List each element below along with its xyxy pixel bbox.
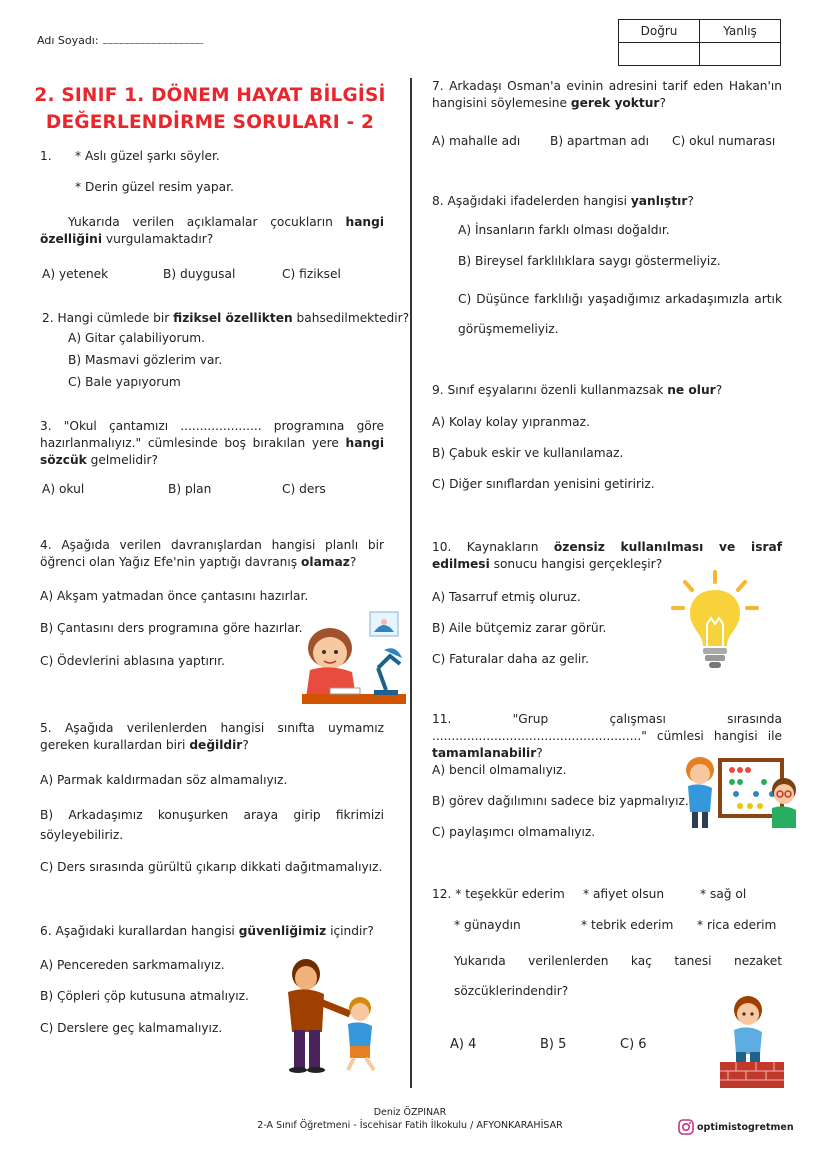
light-bulb-icon	[665, 568, 765, 672]
q3-option-b[interactable]: B) plan	[168, 482, 212, 496]
q8-option-b[interactable]: B) Bireysel farklılıklara saygı göstermeliyiz.	[458, 254, 721, 268]
q11-option-b[interactable]: B) görev dağılımını sadece biz yapmalıyız.	[432, 794, 689, 808]
q1-item2: * Derin güzel resim yapar.	[75, 180, 234, 194]
q6-option-b[interactable]: B) Çöpleri çöp kutusuna atmalıyız.	[40, 989, 249, 1003]
q1-option-b[interactable]: B) duygusal	[163, 267, 236, 281]
q2-option-c[interactable]: C) Bale yapıyorum	[68, 375, 181, 389]
score-wrong-label: Yanlış	[700, 20, 781, 43]
q4-option-b[interactable]: B) Çantasını ders programına göre hazırlar.	[40, 621, 303, 635]
q2-option-a[interactable]: A) Gitar çalabiliyorum.	[68, 331, 205, 345]
q7-question: 7. Arkadaşı Osman'a evinin adresini tarif eden Hakan'ın hangisini söylemesine gerek yoktur?	[432, 79, 782, 110]
q2-option-b[interactable]: B) Masmavi gözlerim var.	[68, 353, 223, 367]
q11-option-a[interactable]: A) bencil olmamalıyız.	[432, 763, 567, 777]
footer-school: 2-A Sınıf Öğretmeni - İscehisar Fatih İlkokulu / AFYONKARAHİSAR	[257, 1120, 563, 1131]
q12-option-b[interactable]: B) 5	[540, 1037, 567, 1052]
q4-option-c[interactable]: C) Ödevlerini ablasına yaptırır.	[40, 654, 226, 668]
q12-option-c[interactable]: C) 6	[620, 1037, 647, 1052]
q10-question: 10. Kaynakların özensiz kullanılması ve israf edilmesi sonucu hangisi gerçekleşir?	[432, 540, 782, 571]
q6-question: 6. Aşağıdaki kurallardan hangisi güvenliğimiz içindir?	[40, 924, 374, 938]
q5-question: 5. Aşağıda verilenlerden hangisi sınıfta uymamız gereken kurallardan biri değildir?	[40, 721, 384, 752]
q12-words-row1-c: * sağ ol	[700, 887, 747, 901]
page-title-line2: DEĞERLENDİRME SORULARI - 2	[45, 112, 375, 133]
boy-studying-illustration	[300, 608, 408, 708]
q10-option-b[interactable]: B) Aile bütçemiz zarar görür.	[432, 621, 607, 635]
instagram-handle: optimistogretmen	[697, 1121, 794, 1133]
name-label-text: Adı Soyadı:	[37, 34, 99, 47]
father-son-illustration	[268, 952, 388, 1074]
q1-item1: * Aslı güzel şarkı söyler.	[75, 149, 220, 163]
q7-option-c[interactable]: C) okul numarası	[672, 134, 776, 148]
score-correct-label: Doğru	[619, 20, 700, 43]
q12-words-row2-c: * rica ederim	[697, 918, 777, 932]
q1-question: Yukarıda verilen açıklamalar çocukların hangi özelliğini vurgulamaktadır?	[40, 215, 384, 246]
q1-option-c[interactable]: C) fiziksel	[282, 267, 341, 281]
q11-question: 11. "Grup çalışması sırasında ......................................................" cümlesi hangisi ile tamamlanabilir?	[432, 712, 782, 760]
boy-on-wall-illustration	[712, 992, 788, 1090]
q12-question: Yukarıda verilenlerden kaç tanesi nezaket sözcüklerindendir?	[454, 954, 782, 998]
q9-option-b[interactable]: B) Çabuk eskir ve kullanılamaz.	[432, 446, 624, 460]
q5-option-b[interactable]: B) Arkadaşımız konuşurken araya girip fikrimizi söyleyebiliriz.	[40, 808, 384, 842]
q12-words-row2-b: * tebrik ederim	[581, 918, 674, 932]
name-label	[37, 32, 203, 51]
q5-option-c[interactable]: C) Ders sırasında gürültü çıkarıp dikkati dağıtmamalıyız.	[40, 860, 383, 874]
q4-option-a[interactable]: A) Akşam yatmadan önce çantasını hazırlar.	[40, 589, 309, 603]
page-title-line1: 2. SINIF 1. DÖNEM HAYAT BİLGİSİ	[34, 85, 386, 106]
q2-question: 2. Hangi cümlede bir fiziksel özellikten bahsedilmektedir?	[42, 311, 410, 325]
instagram-icon	[678, 1119, 694, 1135]
q12-words-row2-a: * günaydın	[454, 918, 521, 932]
q7-option-a[interactable]: A) mahalle adı	[432, 134, 521, 148]
q11-option-c[interactable]: C) paylaşımcı olmamalıyız.	[432, 825, 596, 839]
q7-option-b[interactable]: B) apartman adı	[550, 134, 649, 148]
page-title	[20, 82, 400, 136]
q3-option-a[interactable]: A) okul	[42, 482, 85, 496]
q8-option-a[interactable]: A) İnsanların farklı olması doğaldır.	[458, 223, 670, 237]
kids-abacus-illustration	[680, 752, 802, 834]
q9-question: 9. Sınıf eşyalarını özenli kullanmazsak ne olur?	[432, 383, 723, 397]
score-correct-cell[interactable]	[619, 43, 700, 66]
score-wrong-cell[interactable]	[700, 43, 781, 66]
q8-question: 8. Aşağıdaki ifadelerden hangisi yanlıştır?	[432, 194, 694, 208]
score-table	[618, 19, 781, 66]
column-divider	[410, 78, 412, 1088]
q4-question: 4. Aşağıda verilen davranışlardan hangisi planlı bir öğrenci olan Yağız Efe'nin yaptığı davranış olamaz?	[40, 538, 384, 569]
q3-question: 3. "Okul çantamızı ..................... programına göre hazırlanmalıyız." cümlesinde boş bırakılan yere hangi sözcük gelmelidir?	[40, 419, 384, 467]
q6-option-a[interactable]: A) Pencereden sarkmamalıyız.	[40, 958, 225, 972]
q6-option-c[interactable]: C) Derslere geç kalmamalıyız.	[40, 1021, 223, 1035]
q1-number: 1.	[40, 149, 52, 163]
q8-option-c[interactable]: C) Düşünce farklılığı yaşadığımız arkadaşımızla artık görüşmemeliyiz.	[458, 292, 782, 336]
footer-instagram[interactable]	[678, 1118, 794, 1136]
q9-option-c[interactable]: C) Diğer sınıflardan yenisini getiririz.	[432, 477, 655, 491]
q12-words-row1-b: * afiyet olsun	[583, 887, 665, 901]
name-dots[interactable]: ..................................................................................	[102, 38, 203, 46]
q10-option-c[interactable]: C) Faturalar daha az gelir.	[432, 652, 590, 666]
q12-option-a[interactable]: A) 4	[450, 1037, 477, 1052]
q10-option-a[interactable]: A) Tasarruf etmiş oluruz.	[432, 590, 581, 604]
q3-option-c[interactable]: C) ders	[282, 482, 326, 496]
q5-option-a[interactable]: A) Parmak kaldırmadan söz almamalıyız.	[40, 773, 288, 787]
footer-name: Deniz ÖZPINAR	[373, 1107, 447, 1118]
footer-author	[200, 1106, 620, 1132]
q1-option-a[interactable]: A) yetenek	[42, 267, 109, 281]
q12-words-row1-a: 12. * teşekkür ederim	[432, 887, 565, 901]
q9-option-a[interactable]: A) Kolay kolay yıpranmaz.	[432, 415, 590, 429]
